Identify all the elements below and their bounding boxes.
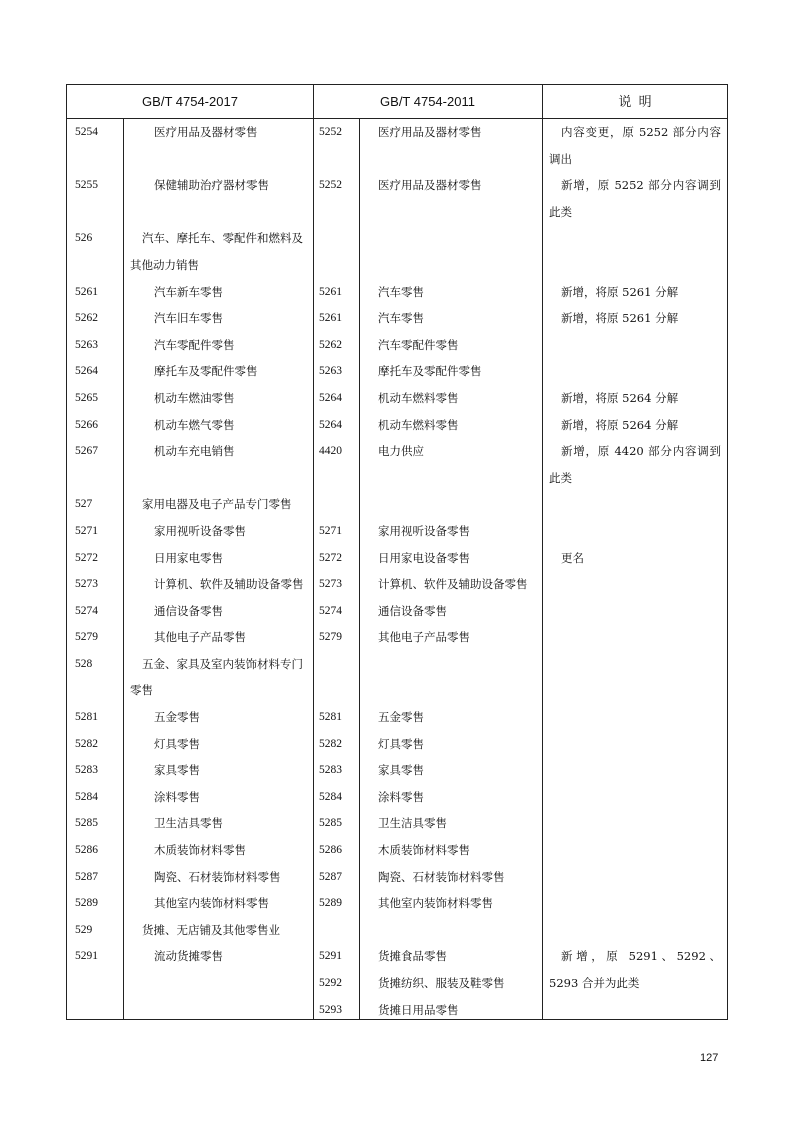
name-new-cell: 木质装饰材料零售 xyxy=(154,843,246,858)
code-new-cell: 5255 xyxy=(75,179,98,192)
code-old-cell: 5289 xyxy=(319,897,342,910)
code-old-cell: 5281 xyxy=(319,711,342,724)
name-old-cell: 电力供应 xyxy=(378,444,424,459)
name-old-cell: 医疗用品及器材零售 xyxy=(378,125,482,139)
code-old-cell: 5273 xyxy=(319,578,342,591)
code-old-cell: 5293 xyxy=(319,1003,342,1016)
code-old-cell: 5271 xyxy=(319,524,342,537)
code-new-cell: 5254 xyxy=(75,126,98,138)
name-new-cell: 家用电器及电子产品专门零售 xyxy=(142,497,292,512)
code-old-cell: 5264 xyxy=(319,418,342,431)
code-new-cell: 5263 xyxy=(75,338,98,351)
note-cell: 内容变更，原 5252 部分内容调出 xyxy=(549,125,721,166)
name-new-cell: 汽车、摩托车、零配件和燃料及其他动力销售 xyxy=(130,231,303,272)
code-old-cell: 5261 xyxy=(319,285,342,298)
code-old-cell: 5272 xyxy=(319,551,342,564)
note-cell: 新增，将原 5261 分解 xyxy=(561,311,679,326)
name-old-cell: 灯具零售 xyxy=(378,736,424,751)
table-row xyxy=(67,598,727,625)
name-new-cell: 货摊、无店铺及其他零售业 xyxy=(142,922,280,937)
code-new-cell: 5271 xyxy=(75,524,98,537)
code-old-cell: 5264 xyxy=(319,391,342,404)
name-old-cell: 家用视听设备零售 xyxy=(378,523,470,538)
code-old-cell: 5252 xyxy=(319,179,342,192)
table-row xyxy=(67,784,727,811)
name-old-cell: 医疗用品及器材零售 xyxy=(378,178,482,193)
table-body xyxy=(67,119,727,1023)
name-old-cell: 机动车燃料零售 xyxy=(378,390,459,405)
name-old-cell: 货摊食品零售 xyxy=(378,949,447,964)
header-note: 说 明 xyxy=(618,94,652,109)
code-old-cell: 5274 xyxy=(319,604,342,617)
name-old-cell: 五金零售 xyxy=(378,710,424,725)
note-cell: 新增，原 5291、5292、5293 合并为此类 xyxy=(549,949,721,990)
code-new-cell: 526 xyxy=(75,232,93,245)
table-row xyxy=(67,997,727,1024)
code-new-cell: 5289 xyxy=(75,897,98,910)
name-old-cell: 货摊日用品零售 xyxy=(378,1002,459,1017)
name-new-cell: 家具零售 xyxy=(154,763,200,778)
name-old-cell: 卫生洁具零售 xyxy=(378,816,447,831)
name-new-cell: 机动车燃油零售 xyxy=(154,390,235,405)
table-row xyxy=(67,970,727,997)
code-old-cell: 5291 xyxy=(319,950,342,963)
name-new-cell: 其他室内装饰材料零售 xyxy=(154,896,269,911)
code-new-cell: 5281 xyxy=(75,711,98,724)
code-new-cell: 528 xyxy=(75,657,93,670)
name-new-cell: 灯具零售 xyxy=(154,736,200,751)
code-new-cell: 5274 xyxy=(75,604,98,617)
table-row xyxy=(67,412,727,439)
table-row xyxy=(67,571,727,598)
code-new-cell: 5265 xyxy=(75,391,98,404)
code-old-cell: 5262 xyxy=(319,338,342,351)
name-old-cell: 木质装饰材料零售 xyxy=(378,843,470,858)
code-old-cell: 5279 xyxy=(319,631,342,644)
table-row xyxy=(67,385,727,412)
code-new-cell: 5273 xyxy=(75,578,98,591)
name-new-cell: 日用家电零售 xyxy=(154,550,223,565)
name-old-cell: 摩托车及零配件零售 xyxy=(378,364,482,379)
name-old-cell: 货摊纺织、服装及鞋零售 xyxy=(378,976,505,990)
table-row xyxy=(67,518,727,545)
code-new-cell: 5285 xyxy=(75,817,98,830)
header-gbt-2017: GB/T 4754-2017 xyxy=(142,94,238,109)
name-old-cell: 汽车零配件零售 xyxy=(378,337,459,352)
table-group-row xyxy=(67,491,727,518)
code-new-cell: 5272 xyxy=(75,551,98,564)
code-new-cell: 5266 xyxy=(75,418,98,431)
name-old-cell: 机动车燃料零售 xyxy=(378,417,459,432)
table-row xyxy=(67,119,727,172)
name-new-cell: 保健辅助治疗器材零售 xyxy=(154,178,269,193)
name-new-cell: 汽车新车零售 xyxy=(154,284,223,299)
code-new-cell: 5279 xyxy=(75,631,98,644)
comparison-table xyxy=(66,84,728,1020)
name-new-cell: 五金、家具及室内装饰材料专门零售 xyxy=(130,656,303,698)
name-old-cell: 涂料零售 xyxy=(378,789,424,804)
table-group-row xyxy=(67,651,727,704)
code-new-cell: 5291 xyxy=(75,950,98,963)
name-old-cell: 其他室内装饰材料零售 xyxy=(378,896,493,911)
code-old-cell: 5287 xyxy=(319,870,342,883)
name-new-cell: 汽车零配件零售 xyxy=(154,337,235,352)
table-group-row xyxy=(67,225,727,278)
name-new-cell: 医疗用品及器材零售 xyxy=(154,125,258,139)
name-old-cell: 家具零售 xyxy=(378,763,424,778)
table-row xyxy=(67,279,727,306)
note-cell: 新增，将原 5264 分解 xyxy=(561,390,679,405)
code-new-cell: 5262 xyxy=(75,312,98,325)
code-new-cell: 5287 xyxy=(75,870,98,883)
name-new-cell: 汽车旧车零售 xyxy=(154,311,223,326)
name-new-cell: 摩托车及零配件零售 xyxy=(154,364,258,379)
table-group-row xyxy=(67,917,727,944)
name-old-cell: 通信设备零售 xyxy=(378,603,447,618)
code-new-cell: 5267 xyxy=(75,445,98,458)
page-number: 127 xyxy=(700,1052,719,1064)
name-new-cell: 机动车充电销售 xyxy=(154,444,235,459)
table-row xyxy=(67,864,727,891)
note-cell: 更名 xyxy=(561,550,584,565)
code-old-cell: 5286 xyxy=(319,844,342,857)
code-old-cell: 5252 xyxy=(319,126,342,138)
name-new-cell: 陶瓷、石材装饰材料零售 xyxy=(154,869,281,884)
code-new-cell: 5264 xyxy=(75,365,98,378)
table-row xyxy=(67,890,727,917)
table-row xyxy=(67,704,727,731)
note-cell: 新增，将原 5264 分解 xyxy=(561,417,679,432)
name-new-cell: 涂料零售 xyxy=(154,789,200,804)
name-old-cell: 其他电子产品零售 xyxy=(378,630,470,645)
note-cell: 新增，将原 5261 分解 xyxy=(561,284,679,299)
note-cell: 新增，原 5252 部分内容调到此类 xyxy=(549,178,721,219)
name-old-cell: 汽车零售 xyxy=(378,284,424,299)
code-new-cell: 529 xyxy=(75,923,93,936)
table-row xyxy=(67,332,727,359)
table-row xyxy=(67,358,727,385)
code-old-cell: 5263 xyxy=(319,365,342,378)
name-new-cell: 计算机、软件及辅助设备零售 xyxy=(154,577,304,592)
code-old-cell: 5282 xyxy=(319,737,342,750)
code-old-cell: 5283 xyxy=(319,764,342,777)
name-old-cell: 陶瓷、石材装饰材料零售 xyxy=(378,869,505,884)
code-new-cell: 5282 xyxy=(75,737,98,750)
code-old-cell: 5261 xyxy=(319,312,342,325)
table-row xyxy=(67,624,727,651)
header-gbt-2011: GB/T 4754-2011 xyxy=(380,94,475,109)
table-row xyxy=(67,305,727,332)
name-new-cell: 五金零售 xyxy=(154,710,200,725)
name-new-cell: 卫生洁具零售 xyxy=(154,816,223,831)
name-new-cell: 机动车燃气零售 xyxy=(154,417,235,432)
table-row xyxy=(67,810,727,837)
code-old-cell: 5284 xyxy=(319,790,342,803)
name-new-cell: 流动货摊零售 xyxy=(154,949,223,964)
name-old-cell: 汽车零售 xyxy=(378,311,424,326)
name-new-cell: 家用视听设备零售 xyxy=(154,523,246,538)
table-row xyxy=(67,172,727,225)
code-new-cell: 5284 xyxy=(75,790,98,803)
code-old-cell: 5292 xyxy=(319,977,342,989)
name-new-cell: 其他电子产品零售 xyxy=(154,630,246,645)
name-old-cell: 日用家电设备零售 xyxy=(378,550,470,565)
code-old-cell: 4420 xyxy=(319,445,342,458)
code-old-cell: 5285 xyxy=(319,817,342,830)
table-row xyxy=(67,545,727,572)
code-new-cell: 5283 xyxy=(75,764,98,777)
code-new-cell: 527 xyxy=(75,498,93,511)
table-row xyxy=(67,757,727,784)
code-new-cell: 5286 xyxy=(75,844,98,857)
code-new-cell: 5261 xyxy=(75,285,98,298)
name-new-cell: 通信设备零售 xyxy=(154,603,223,618)
note-cell: 新增，原 4420 部分内容调到此类 xyxy=(549,444,721,485)
table-row xyxy=(67,731,727,758)
name-old-cell: 计算机、软件及辅助设备零售 xyxy=(378,577,528,592)
table-row xyxy=(67,837,727,864)
table-row xyxy=(67,438,727,491)
